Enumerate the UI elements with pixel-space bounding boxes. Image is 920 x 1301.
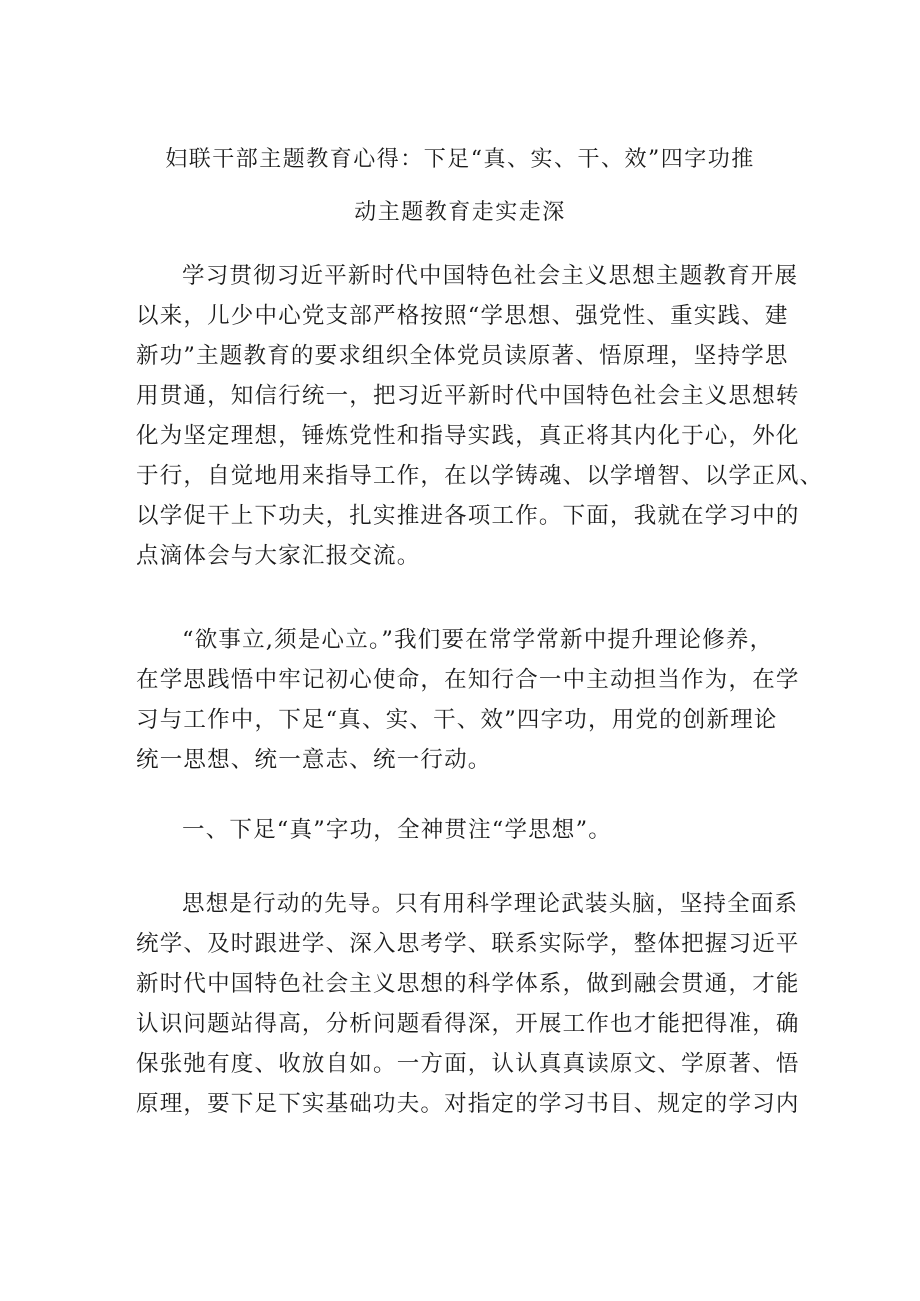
text-line: “欲事立,须是心立。”我们要在常学常新中提升理论修养，	[182, 627, 774, 653]
text-line: 认识问题站得高，分析问题看得深，开展工作也才能把得准，确	[136, 1011, 800, 1037]
document-title-line-2: 动主题教育走实走深	[354, 200, 566, 225]
document-title-line-1: 妇联干部主题教育心得：下足“真、实、干、效”四字功推	[165, 147, 755, 172]
text-line: 新时代中国特色社会主义思想的科学体系，做到融会贯通，才能	[136, 971, 800, 997]
text-line: 保张弛有度、收放自如。一方面，认认真真读原文、学原著、悟	[136, 1051, 800, 1077]
section-heading: 一、下足“真”字功，全神贯注“学思想”。	[182, 817, 613, 843]
text-line: 以学促干上下功夫，扎实推进各项工作。下面，我就在学习中的	[136, 503, 800, 529]
text-line: 新功”主题教育的要求组织全体党员读原著、悟原理，坚持学思	[136, 343, 789, 369]
text-line: 于行，自觉地用来指导工作，在以学铸魂、以学增智、以学正风、	[136, 463, 824, 489]
text-line: 习与工作中，下足“真、实、干、效”四字功，用党的创新理论	[136, 707, 778, 733]
document-body-3	[136, 884, 800, 1124]
text-line: 用贯通，知信行统一，把习近平新时代中国特色社会主义思想转	[136, 383, 800, 409]
text-line: 点滴体会与大家汇报交流。	[136, 543, 421, 569]
document-body	[136, 256, 824, 576]
section-heading-block	[136, 810, 792, 850]
text-line: 原理，要下足下实基础功夫。对指定的学习书目、规定的学习内	[136, 1091, 800, 1117]
document-body-2	[136, 620, 800, 780]
text-line: 化为坚定理想，锤炼党性和指导实践，真正将其内化于心，外化	[136, 423, 800, 449]
text-line: 思想是行动的先导。只有用科学理论武装头脑，坚持全面系	[182, 891, 799, 917]
text-line: 统一思想、统一意志、统一行动。	[136, 747, 492, 773]
text-line: 在学思践悟中牢记初心使命，在知行合一中主动担当作为，在学	[136, 667, 800, 693]
text-line: 学习贯彻习近平新时代中国特色社会主义思想主题教育开展	[182, 263, 799, 289]
text-line: 统学、及时跟进学、深入思考学、联系实际学，整体把握习近平	[136, 931, 800, 957]
text-line: 以来，儿少中心党支部严格按照“学思想、强党性、重实践、建	[136, 303, 789, 329]
